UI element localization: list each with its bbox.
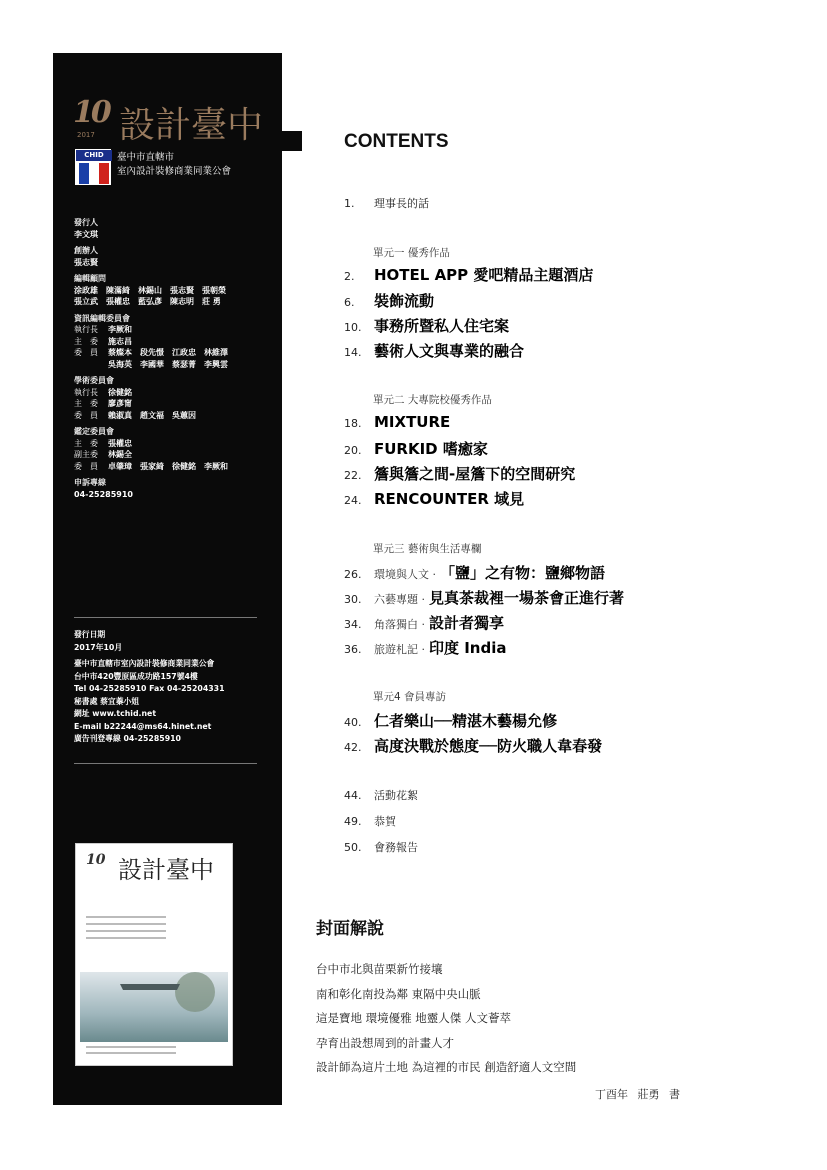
- credits-list: [74, 217, 274, 505]
- toc-item[interactable]: [344, 637, 506, 658]
- calligraphy-signature: 丁酉年 莊勇 書: [595, 1088, 680, 1101]
- pub-ad-line: 廣告刊登專線 04-25285910: [74, 734, 181, 743]
- thumb-title: 設計臺中: [118, 856, 214, 884]
- toc-item[interactable]: [344, 195, 429, 211]
- cover-note-line: 孕育出設想周到的計畫人才: [316, 1035, 454, 1050]
- association-header: [75, 149, 275, 189]
- toc-page-number: 50.: [344, 841, 362, 854]
- toc-title: 理事長的話: [374, 197, 429, 210]
- credit-role: 委 員: [74, 461, 98, 471]
- toc-title: 活動花絮: [374, 789, 418, 802]
- cover-note-line: 南和彰化南投為鄰 東隔中央山脈: [316, 986, 481, 1001]
- credit-role: 主 委: [74, 438, 98, 448]
- toc-page-number: 10.: [344, 321, 362, 334]
- association-name-line2: 室內設計裝修商業同業公會: [117, 166, 232, 177]
- cover-thumbnail: [75, 843, 233, 1066]
- toc-column-prefix: 角落獨白 ·: [374, 618, 425, 631]
- credit-value: 李文琪: [74, 229, 98, 239]
- credit-names: 施志昌: [108, 336, 132, 346]
- credit-names: 卓肇璋 張家綺 徐健銘 李厥和: [108, 461, 228, 471]
- publication-info: [74, 629, 274, 746]
- magazine-title: 設計臺中: [119, 105, 264, 146]
- credit-names: 涂政雄 陳滿綺 林錫山 張志賢 張朝榮: [74, 285, 226, 295]
- credit-heading: 發行人: [74, 218, 98, 227]
- section-label: 單元三 藝術與生活專欄: [373, 543, 482, 555]
- toc-item[interactable]: [344, 562, 605, 583]
- toc-title: 仁者樂山──精湛木藝楊允修: [374, 712, 558, 730]
- cover-note-text: [316, 957, 576, 1080]
- credit-names: 蔡燦本 段先憬 江政忠 林維澤: [108, 348, 228, 357]
- toc-title: 藝術人文與專業的融合: [374, 342, 525, 360]
- credit-advisors: [74, 273, 274, 308]
- toc-title: HOTEL APP 愛吧精品主題酒店: [374, 266, 594, 284]
- credit-role: 主 委: [74, 336, 98, 346]
- chid-logo-icon: [75, 149, 111, 185]
- toc-title: MIXTURE: [374, 413, 451, 431]
- toc-title: 裝飾流動: [374, 292, 435, 310]
- credit-value: 張志賢: [74, 257, 98, 267]
- toc-item[interactable]: [344, 413, 450, 431]
- credit-names: 張立武 張權忠 藍弘彥 陳志明 莊 勇: [74, 297, 221, 306]
- chid-badge-text: CHID: [76, 150, 112, 161]
- toc-page-number: 18.: [344, 417, 362, 430]
- toc-item[interactable]: [344, 787, 418, 803]
- toc-item[interactable]: [344, 612, 504, 633]
- divider: [74, 617, 257, 618]
- pub-secretary: 秘書處 蔡宜蓁小姐: [74, 696, 140, 706]
- credit-names: 徐健銘: [108, 387, 132, 397]
- toc-title: 恭賀: [374, 815, 396, 828]
- credit-complaint-line: [74, 477, 274, 500]
- toc-page-number: 20.: [344, 444, 362, 457]
- issue-year: 2017: [77, 131, 95, 139]
- association-name: [117, 151, 231, 179]
- flag-icon: [79, 163, 109, 184]
- toc-item[interactable]: [344, 463, 575, 484]
- association-name-line1: 臺中市直轄市: [117, 152, 175, 163]
- pub-publisher: 臺中市直轄市室內設計裝修商業同業公會: [74, 659, 215, 668]
- credit-appraisal-committee: [74, 426, 274, 472]
- section-label: 單元一 優秀作品: [373, 247, 450, 259]
- toc-page-number: 30.: [344, 593, 362, 606]
- toc-item[interactable]: [344, 587, 624, 608]
- toc-item[interactable]: [344, 839, 418, 855]
- section-label: 單元二 大專院校優秀作品: [373, 394, 492, 406]
- thumb-toc-lines: [86, 916, 166, 944]
- toc-page-number: 22.: [344, 469, 362, 482]
- toc-item[interactable]: [344, 813, 396, 829]
- credit-role: 委 員: [74, 348, 98, 357]
- pub-website: 網址 www.tchid.net: [74, 709, 157, 718]
- contents-title: CONTENTS: [344, 131, 449, 152]
- toc-page-number: 1.: [344, 197, 355, 210]
- divider: [74, 763, 257, 764]
- toc-page-number: 36.: [344, 643, 362, 656]
- toc-page-number: 49.: [344, 815, 362, 828]
- contents-tab-marker: [282, 131, 302, 151]
- credit-role: 主 委: [74, 399, 98, 408]
- credit-heading: 申訴專線: [74, 478, 106, 487]
- toc-page-number: 2.: [344, 270, 355, 283]
- toc-item[interactable]: [344, 264, 593, 285]
- credit-names: 林錫全: [108, 450, 132, 459]
- credit-heading: 資訊編輯委員會: [74, 313, 130, 323]
- credit-heading: 編輯顧問: [74, 274, 106, 283]
- credit-names: 張權忠: [108, 438, 132, 448]
- credit-heading: 鑑定委員會: [74, 427, 114, 436]
- toc-title: 設計者獨享: [429, 614, 505, 632]
- toc-page-number: 34.: [344, 618, 362, 631]
- credit-role: 副主委: [74, 450, 98, 459]
- cover-note-line: 設計師為這片土地 為這裡的市民 創造舒適人文空間: [316, 1060, 577, 1074]
- toc-column-prefix: 環境與人文 ·: [374, 568, 436, 581]
- toc-title: 見真茶裁裡一場茶會正進行著: [429, 589, 625, 607]
- credit-names: 吳海英 李國華 蔡瑟菁 李興雲: [108, 359, 228, 369]
- credit-names: 賴淑真 趙文福 吳蕙因: [108, 410, 196, 420]
- toc-page-number: 44.: [344, 789, 362, 802]
- toc-item[interactable]: [344, 735, 602, 756]
- toc-title: 「鹽」之有物：鹽鄉物語: [440, 564, 606, 582]
- credit-role: 執行長: [74, 387, 98, 397]
- pub-tel-fax: Tel 04-25285910 Fax 04-25204331: [74, 684, 225, 693]
- toc-item[interactable]: [344, 340, 524, 361]
- toc-title: 簷與簷之間-屋簷下的空間研究: [374, 465, 576, 483]
- thumb-pavilion-photo: [80, 972, 228, 1042]
- credit-role: [74, 359, 108, 371]
- toc-title: 事務所暨私人住宅案: [374, 317, 510, 335]
- credit-heading: 創辦人: [74, 246, 98, 255]
- masthead-panel: [53, 53, 282, 1105]
- credit-names: 廖彥甯: [108, 399, 132, 408]
- toc-page-number: 24.: [344, 494, 362, 507]
- pub-date-label: 發行日期: [74, 630, 106, 639]
- toc-page-number: 26.: [344, 568, 362, 581]
- credit-publisher: [74, 217, 274, 240]
- cover-note-line: 台中市北與苗栗新竹接壤: [316, 962, 443, 976]
- credit-info-committee: [74, 313, 274, 371]
- credit-role: 執行長: [74, 325, 98, 334]
- credit-heading: 學術委員會: [74, 376, 114, 385]
- section-label: 單元4 會員專訪: [373, 691, 447, 703]
- toc-column-prefix: 旅遊札記 ·: [374, 643, 425, 656]
- credit-value: 04-25285910: [74, 489, 133, 499]
- toc-item[interactable]: [344, 438, 488, 459]
- toc-title: FURKID 嗜癒家: [374, 440, 488, 458]
- credit-academic-committee: [74, 375, 274, 421]
- toc-page-number: 14.: [344, 346, 362, 359]
- credit-role: 委 員: [74, 410, 98, 420]
- thumb-issue-number: 10: [86, 852, 106, 868]
- toc-item[interactable]: [344, 710, 557, 731]
- toc-page-number: 42.: [344, 741, 362, 754]
- toc-page-number: 40.: [344, 716, 362, 729]
- toc-title: 會務報告: [374, 841, 418, 854]
- toc-item[interactable]: [344, 315, 509, 336]
- thumb-footer-lines: [86, 1046, 176, 1058]
- cover-note-line: 這是寶地 環境優雅 地靈人傑 人文薈萃: [316, 1011, 511, 1025]
- pub-date: 2017年10月: [74, 642, 123, 652]
- toc-item[interactable]: [344, 290, 434, 311]
- pub-address: 台中市420豐原區成功路157號4樓: [74, 671, 198, 681]
- credit-names: 李厥和: [108, 325, 132, 334]
- toc-item[interactable]: [344, 488, 524, 509]
- pub-email: E-mail b22244@ms64.hinet.net: [74, 721, 212, 731]
- credit-founder: [74, 245, 274, 268]
- toc-title: RENCOUNTER 域見: [374, 490, 525, 508]
- toc-title: 高度決戰於態度──防火職人韋春發: [374, 737, 603, 755]
- toc-page-number: 6.: [344, 296, 355, 309]
- toc-title: 印度 India: [429, 639, 507, 657]
- cover-note-heading: 封面解說: [316, 919, 384, 939]
- magazine-logo: [73, 93, 273, 153]
- toc-column-prefix: 六藝專題 ·: [374, 593, 425, 606]
- issue-number: 10: [73, 95, 109, 130]
